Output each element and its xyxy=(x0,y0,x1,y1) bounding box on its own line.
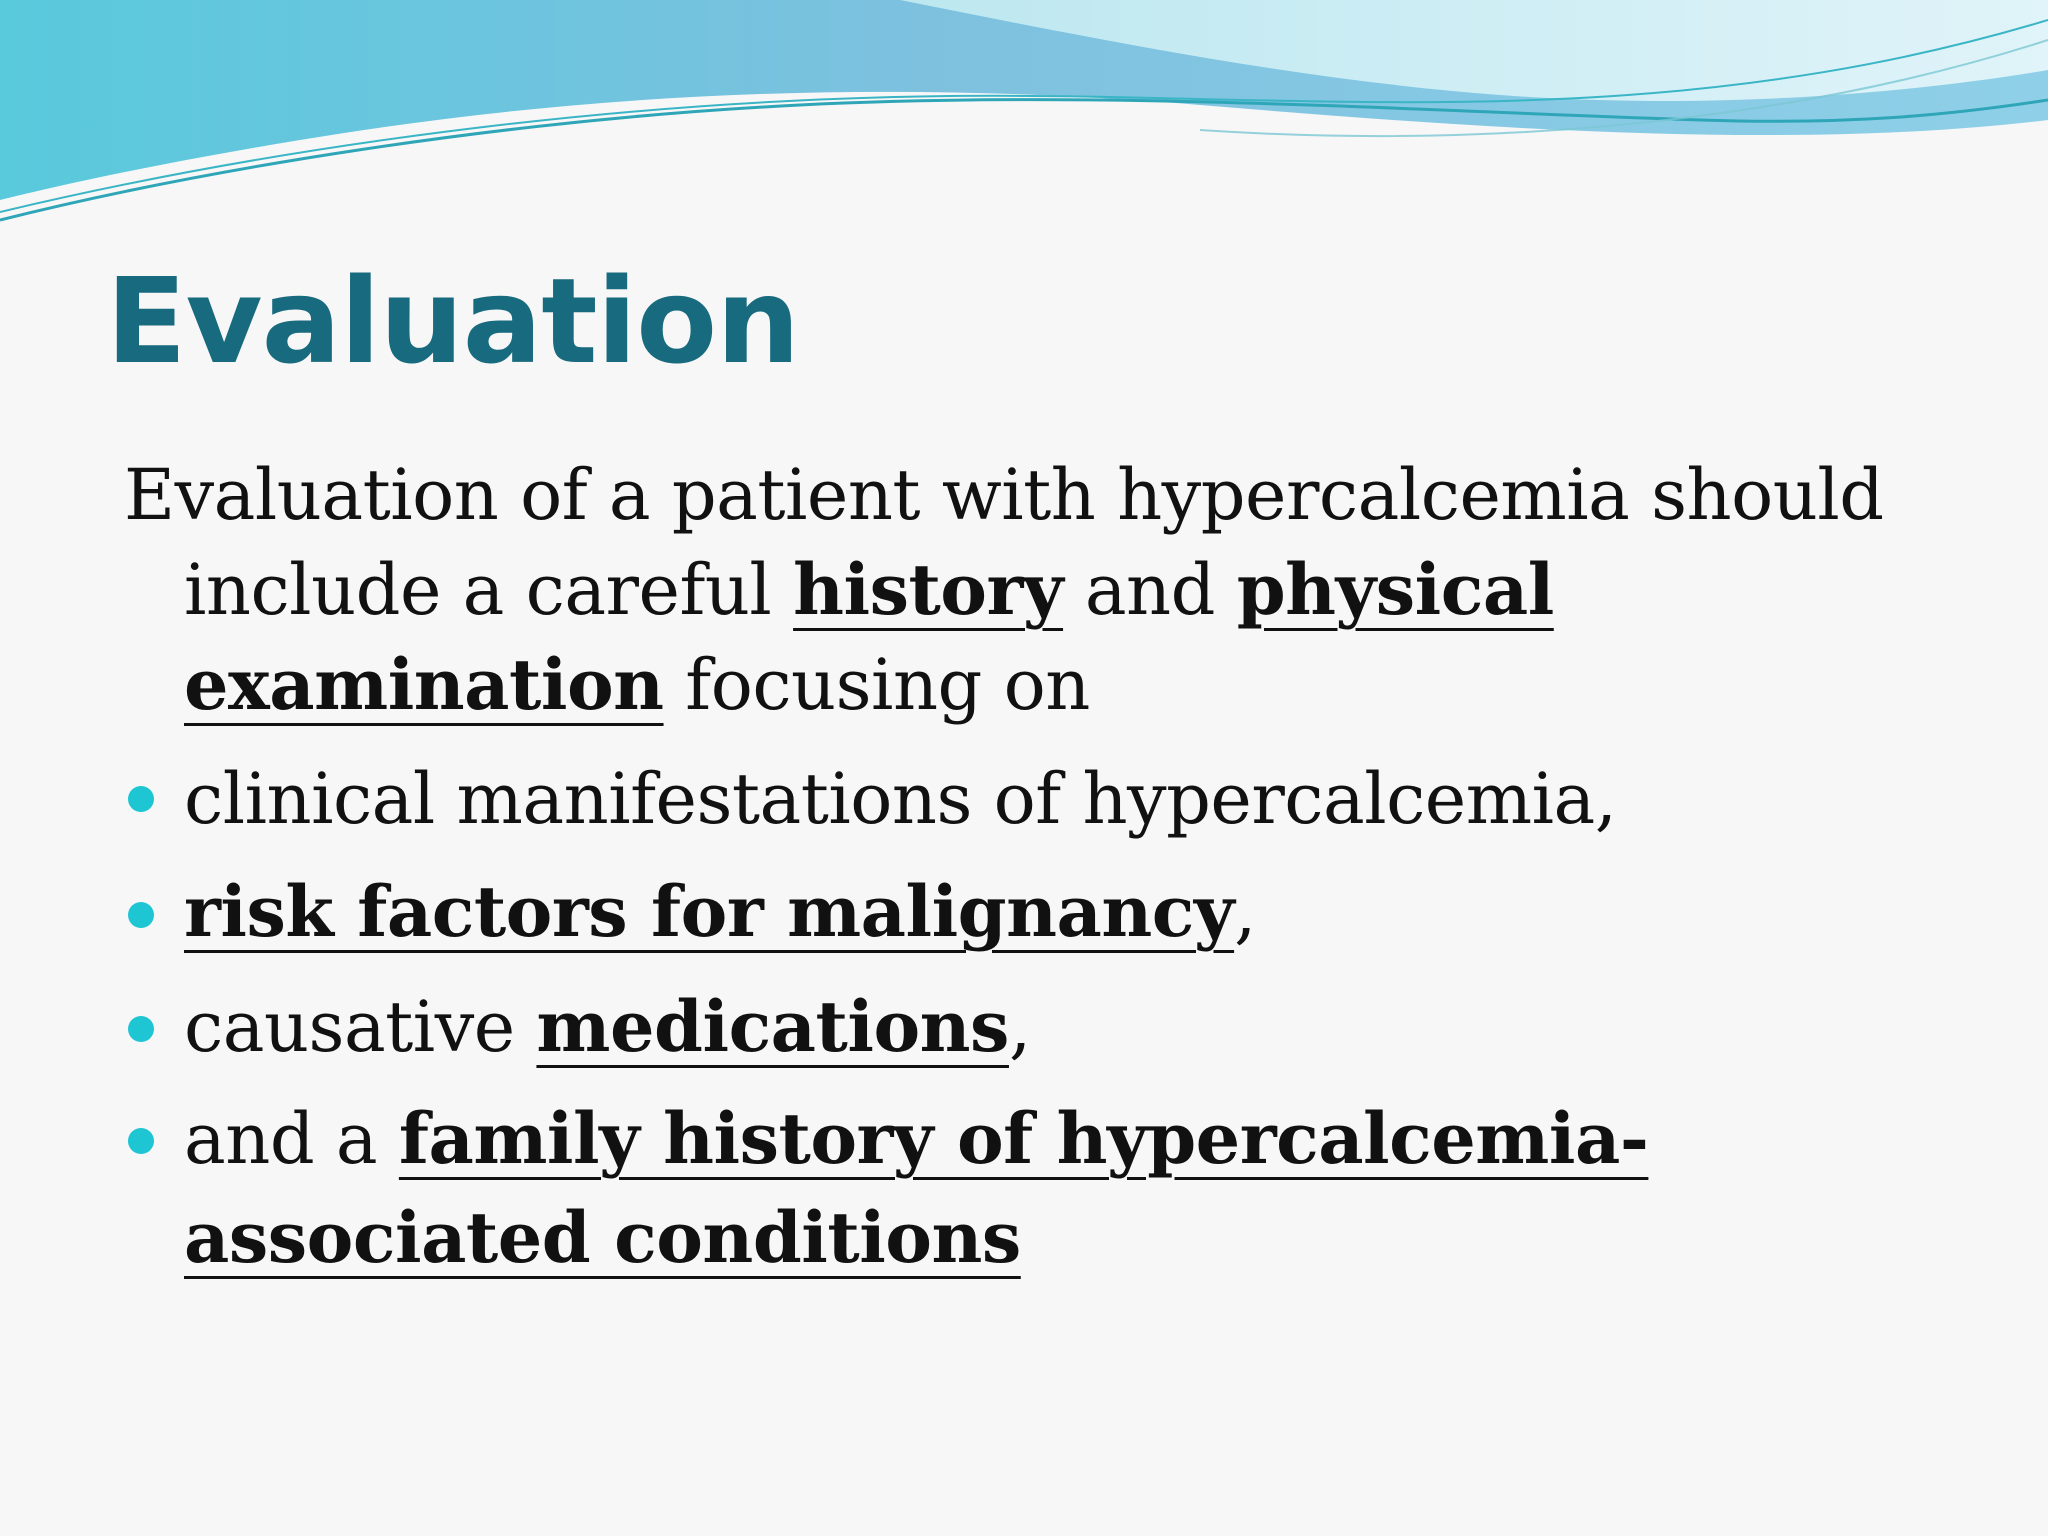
bullet-item xyxy=(184,870,1256,953)
bullet-text: and a xyxy=(184,1098,399,1180)
medications-keyword: medications xyxy=(536,985,1009,1068)
bullet-item-continuation xyxy=(184,1196,1021,1279)
intro-line-2 xyxy=(184,548,1554,631)
bullet-dot-icon xyxy=(128,1016,154,1042)
intro-text: include a careful xyxy=(184,549,794,631)
bullet-text: causative xyxy=(184,986,537,1068)
bullet-item xyxy=(184,1097,1649,1180)
intro-line-1 xyxy=(124,454,1884,536)
associated-conditions-keyword: associated conditions xyxy=(184,1196,1021,1279)
bullet-item xyxy=(184,758,1617,840)
bullet-item xyxy=(184,985,1031,1068)
physical-keyword: physical xyxy=(1236,548,1554,631)
risk-factors-keyword: risk factors for malignancy xyxy=(184,870,1235,953)
bullet-text: , xyxy=(1234,871,1256,953)
intro-line-1-text: Evaluation of a patient with hypercalcemia should xyxy=(124,454,1884,536)
bullet-dot-icon xyxy=(128,1128,154,1154)
bullet-dot-icon xyxy=(128,786,154,812)
bullet-text: clinical manifestations of hypercalcemia, xyxy=(184,758,1617,840)
bullet-dot-icon xyxy=(128,902,154,928)
intro-text: and xyxy=(1063,549,1237,631)
history-keyword: history xyxy=(793,548,1064,631)
slide-title: Evaluation xyxy=(106,252,800,390)
family-history-keyword: family history of hypercalcemia- xyxy=(398,1097,1649,1180)
intro-line-3 xyxy=(184,643,1090,726)
examination-keyword: examination xyxy=(184,643,664,726)
intro-text: focusing on xyxy=(663,644,1090,726)
bullet-text: , xyxy=(1008,986,1031,1068)
